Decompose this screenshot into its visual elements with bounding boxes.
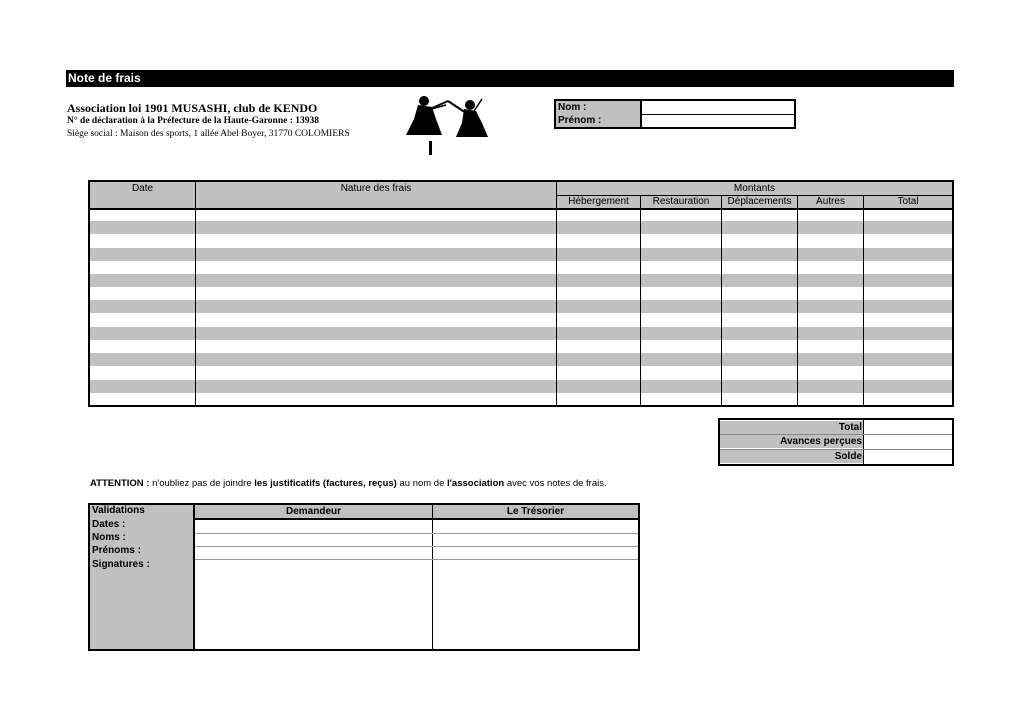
attention-text: avec vos notes de frais. xyxy=(504,478,607,489)
attention-note xyxy=(90,478,607,489)
table-row[interactable] xyxy=(90,314,952,327)
table-row[interactable] xyxy=(90,248,952,261)
col-header-autres: Autres xyxy=(816,196,845,207)
tresorier-signature-area[interactable] xyxy=(433,520,638,649)
association-declaration: N° de déclaration à la Préfecture de la Haute-Garonne : 13938 xyxy=(67,116,319,126)
table-body[interactable] xyxy=(90,208,952,405)
nom-label: Nom : xyxy=(558,102,587,113)
table-row[interactable] xyxy=(90,393,952,406)
table-row[interactable] xyxy=(90,340,952,353)
solde-label: Solde xyxy=(720,450,863,463)
col-header-restauration: Restauration xyxy=(652,196,710,207)
kendo-fighters-icon xyxy=(402,93,494,157)
col-header-montants: Montants xyxy=(733,183,776,194)
page-title: Note de frais xyxy=(66,70,954,87)
col-header-hebergement: Hébergement xyxy=(568,196,629,207)
table-row[interactable] xyxy=(90,287,952,300)
table-row[interactable] xyxy=(90,261,952,274)
totals-box xyxy=(718,418,954,466)
col-header-deplacements: Déplacements xyxy=(727,196,792,207)
divider xyxy=(640,195,641,405)
expense-table xyxy=(88,180,954,407)
total-value-cell[interactable] xyxy=(864,420,952,434)
attention-emphasis: les justificatifs (factures, reçus) xyxy=(254,478,397,489)
divider xyxy=(721,195,722,405)
divider xyxy=(557,195,952,196)
nom-field[interactable] xyxy=(642,101,794,115)
avances-value-cell[interactable] xyxy=(864,435,952,449)
table-row[interactable] xyxy=(90,327,952,340)
divider xyxy=(195,182,196,405)
validations-header: Validations xyxy=(92,505,145,516)
avances-label: Avances perçues xyxy=(720,435,863,448)
table-row[interactable] xyxy=(90,300,952,313)
prenom-field[interactable] xyxy=(642,115,794,128)
attention-text: n'oubliez pas de joindre xyxy=(149,478,255,489)
table-row[interactable] xyxy=(90,366,952,379)
table-row[interactable] xyxy=(90,274,952,287)
noms-label: Noms : xyxy=(92,532,126,543)
association-name: Association loi 1901 MUSASHI, club de KENDO xyxy=(67,101,318,115)
demandeur-signature-area[interactable] xyxy=(196,520,432,649)
col-header-demandeur: Demandeur xyxy=(195,505,432,520)
col-header-date: Date xyxy=(131,183,154,194)
table-row[interactable] xyxy=(90,221,952,234)
attention-emphasis: l'association xyxy=(447,478,505,489)
identity-box xyxy=(554,99,796,129)
table-row[interactable] xyxy=(90,234,952,247)
divider xyxy=(90,208,952,210)
association-address: Siège social : Maison des sports, 1 allée Abel Boyer, 31770 COLOMIERS xyxy=(67,129,350,139)
prenoms-label: Prénoms : xyxy=(92,545,141,556)
table-row[interactable] xyxy=(90,353,952,366)
dates-label: Dates : xyxy=(92,519,126,530)
prenom-label: Prénom : xyxy=(558,115,602,126)
attention-prefix: ATTENTION : xyxy=(90,478,150,489)
col-header-tresorier: Le Trésorier xyxy=(433,505,638,520)
solde-value-cell[interactable] xyxy=(864,450,952,464)
col-header-nature: Nature des frais xyxy=(340,183,412,194)
divider xyxy=(797,195,798,405)
divider xyxy=(556,182,557,405)
divider xyxy=(863,195,864,405)
col-header-total: Total xyxy=(897,196,919,207)
total-label: Total xyxy=(720,421,863,434)
table-row[interactable] xyxy=(90,380,952,393)
attention-text: au nom de xyxy=(396,478,448,489)
signatures-label: Signatures : xyxy=(92,559,150,570)
validation-table xyxy=(88,503,640,651)
